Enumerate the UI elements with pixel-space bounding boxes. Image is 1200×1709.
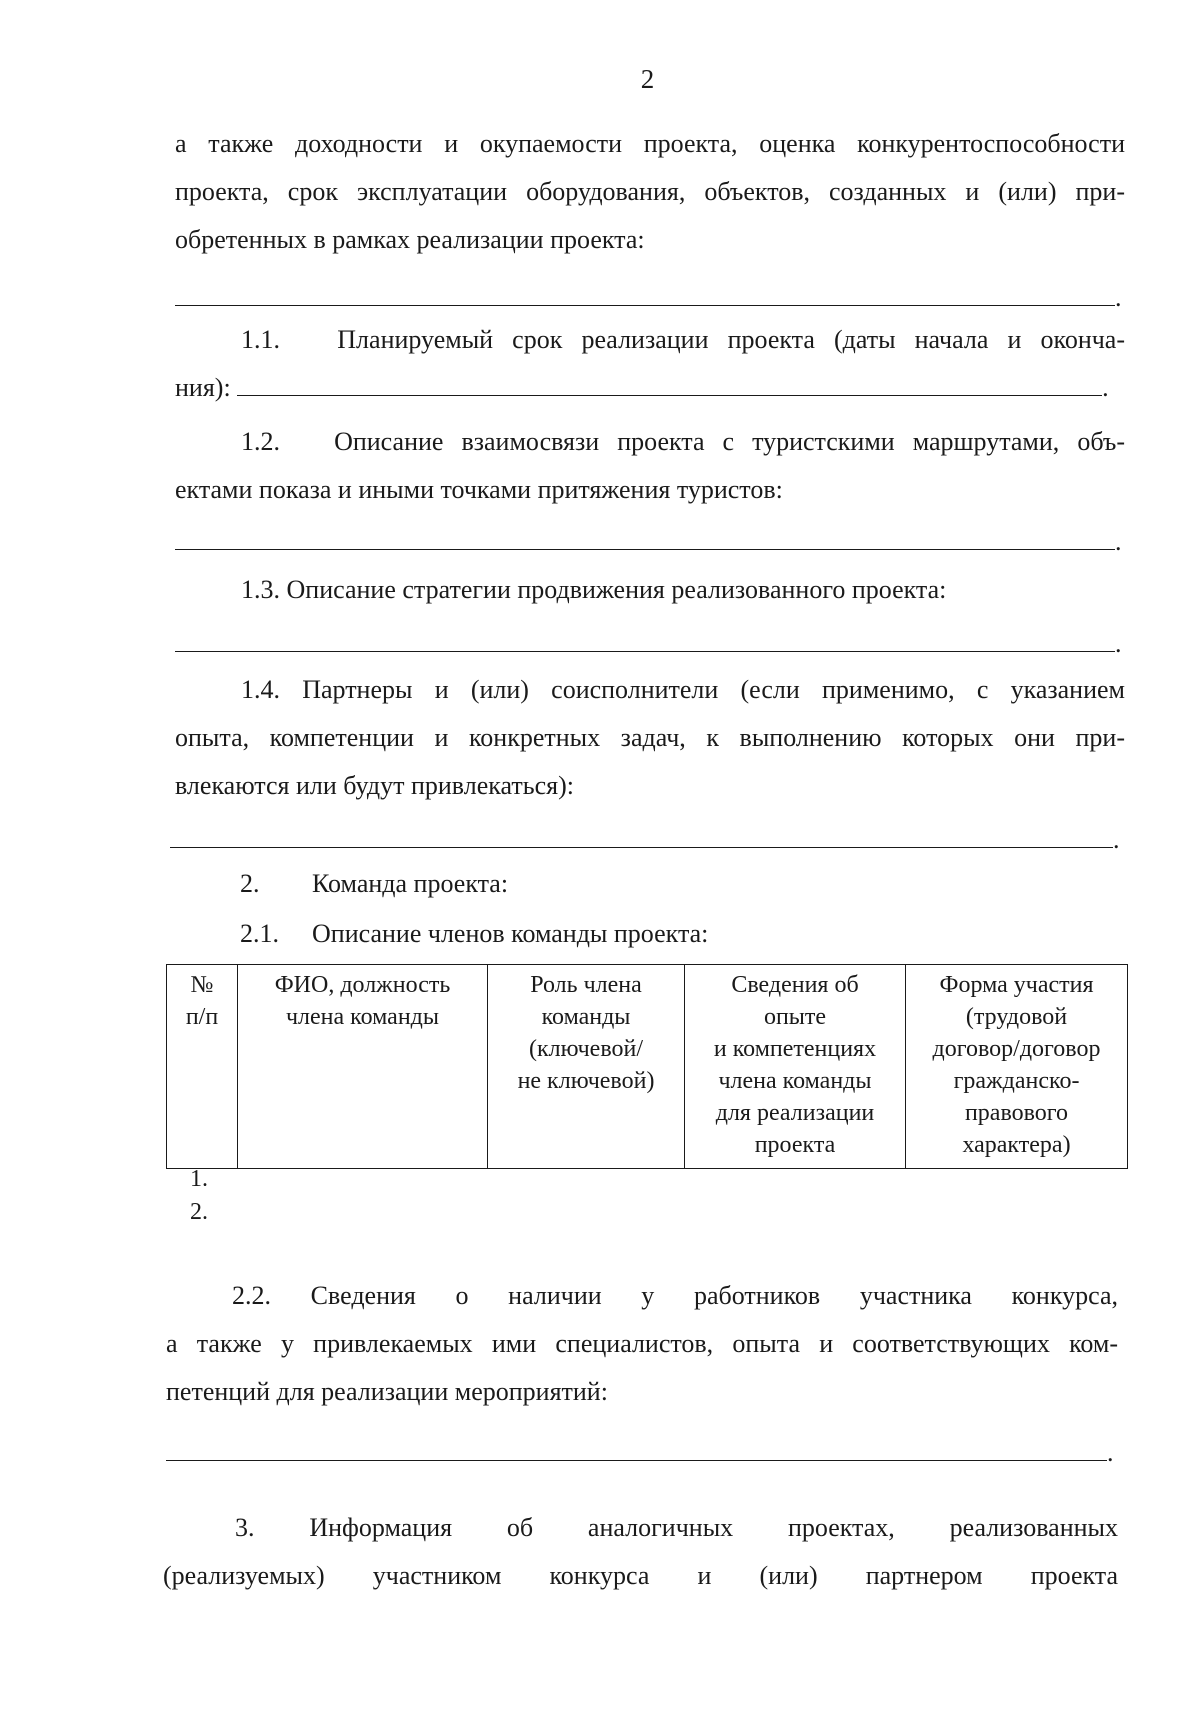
header-cell-line: ФИО, должность (274, 972, 451, 998)
header-cell-line: и компетенциях (713, 1036, 877, 1062)
section-2 (240, 860, 940, 908)
section-1-1-number: 1.1. (241, 325, 280, 354)
table-row-number: 1. (190, 1166, 208, 1192)
section-1-1-line-1 (175, 316, 1125, 364)
section-1-4 (175, 666, 1125, 810)
section-2-1-number: 2.1. (240, 919, 279, 948)
section-2-1-title: Описание членов команды проекта: (312, 919, 709, 948)
intro-line-2: проекта, срок эксплуатации оборудования, объектов, созданных и (или) при- (175, 177, 1125, 206)
section-2-2-line-1: 2.2. Сведения о наличии у работников участника конкурса, (232, 1281, 1118, 1310)
fill-line-end-mark: . (1107, 1438, 1114, 1467)
header-cell-line: члена команды (285, 1004, 440, 1030)
section-1-2-number: 1.2. (241, 427, 280, 456)
section-2-title: Команда проекта: (312, 869, 509, 898)
header-cell-line: характера) (962, 1132, 1071, 1158)
section-1-1 (175, 316, 1125, 412)
table-row-number: 2. (190, 1199, 208, 1225)
header-cell-line: Форма участия (939, 972, 1094, 998)
fill-line-1-2 (175, 549, 1115, 550)
fill-line-end-mark: . (1115, 629, 1122, 658)
header-full-name (238, 965, 488, 1169)
header-cell-line: п/п (185, 1004, 219, 1030)
fill-line-intro (175, 305, 1115, 306)
header-cell-line: (ключевой/ (528, 1036, 644, 1062)
section-2-2-line-3: петенций для реализации мероприятий: (166, 1377, 608, 1406)
section-1-3 (175, 566, 1125, 614)
fill-line-end-mark: . (1102, 373, 1109, 402)
header-cell-line: гражданско- (953, 1068, 1080, 1094)
section-1-4-line-1: 1.4. Партнеры и (или) соисполнители (если применимо, с указанием (241, 675, 1125, 704)
fill-line-1-3 (175, 651, 1115, 652)
section-1-4-line-3: влекаются или будут привлекаться): (175, 771, 574, 800)
section-3 (163, 1504, 1118, 1600)
fill-line-1-4 (170, 847, 1113, 848)
section-1-1-text: Планируемый срок реализации проекта (даты начала и оконча- (337, 325, 1126, 354)
intro-paragraph (175, 120, 1125, 264)
intro-line-1: а также доходности и окупаемости проекта, оценка конкурентоспособности (175, 129, 1125, 158)
section-1-2-line-1 (175, 418, 1125, 466)
header-participation-form (906, 965, 1128, 1169)
section-2-2-line-2: а также у привлекаемых ими специалистов, опыта и соответствующих ком- (166, 1329, 1118, 1358)
team-table (166, 964, 1128, 1169)
section-1-3-line: 1.3. Описание стратегии продвижения реализованного проекта: (241, 575, 947, 604)
fill-line-2-2 (166, 1460, 1107, 1461)
team-table-header-row (167, 965, 1128, 1169)
section-1-1-line-2 (175, 364, 1125, 412)
header-cell-line: проекта (754, 1132, 836, 1158)
header-cell-line: команды (541, 1004, 631, 1030)
section-3-line-1: 3. Информация об аналогичных проектах, реализованных (235, 1513, 1118, 1542)
fill-line-end-mark: . (1113, 825, 1120, 854)
fill-line-end-mark: . (1115, 527, 1122, 556)
section-3-line-2: (реализуемых) участником конкурса и (или) партнером проекта (163, 1561, 1118, 1590)
header-cell-line: члена команды (718, 1068, 872, 1094)
section-1-2 (175, 418, 1125, 514)
fill-line-end-mark: . (1115, 283, 1122, 312)
header-cell-line: № (190, 972, 214, 998)
page-number: 2 (640, 64, 655, 94)
intro-line-3: обретенных в рамках реализации проекта: (175, 225, 645, 254)
header-role (488, 965, 685, 1169)
header-cell-line: Роль члена (530, 972, 642, 998)
header-cell-line: для реализации (715, 1100, 875, 1126)
section-2-2 (166, 1272, 1118, 1416)
header-cell-line: правового (964, 1100, 1069, 1126)
header-cell-line: Сведения об (731, 972, 859, 998)
header-cell-line: договор/договор (932, 1036, 1101, 1062)
header-cell-line: (трудовой (965, 1004, 1068, 1030)
section-2-number: 2. (240, 869, 260, 898)
section-1-1-text-end: ния): (175, 373, 231, 402)
section-1-2-text: Описание взаимосвязи проекта с туристскими маршрутами, объ- (334, 427, 1126, 456)
section-2-1 (240, 910, 940, 958)
section-1-2-line-2: ектами показа и иными точками притяжения туристов: (175, 475, 783, 504)
section-1-4-line-2: опыта, компетенции и конкретных задач, к выполнению которых они при- (175, 723, 1125, 752)
fill-line-1-1 (237, 373, 1102, 396)
header-number (167, 965, 238, 1169)
header-experience (685, 965, 906, 1169)
header-cell-line: не ключевой) (517, 1068, 655, 1094)
header-cell-line: опыте (763, 1004, 827, 1030)
